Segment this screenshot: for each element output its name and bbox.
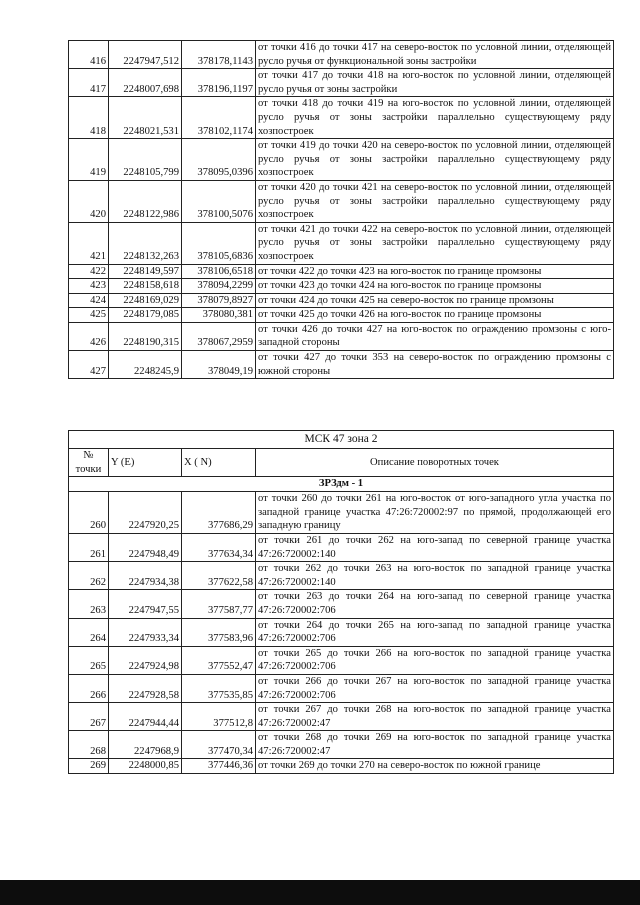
point-number: 260	[69, 492, 109, 534]
y-coordinate: 2248007,698	[109, 69, 182, 97]
table-row	[69, 41, 614, 69]
y-coordinate: 2247928,58	[109, 674, 182, 702]
table-row	[69, 674, 614, 702]
table-row	[69, 293, 614, 308]
y-coordinate: 2247920,25	[109, 492, 182, 534]
y-coordinate: 2247947,512	[109, 41, 182, 69]
point-description: от точки 268 до точки 269 на юго-восток по западной границе участка 47:26:720002:47	[256, 731, 614, 759]
y-coordinate: 2247944,44	[109, 703, 182, 731]
point-number: 264	[69, 618, 109, 646]
coordinates-table-1	[68, 40, 614, 379]
y-coordinate: 2248149,597	[109, 264, 182, 279]
point-description: от точки 420 до точки 421 на северо-восток по условной линии, отделяющей русло ручья от зоны застройки параллельно существующему ряду хозпостроек	[256, 180, 614, 222]
point-number: 266	[69, 674, 109, 702]
point-number: 422	[69, 264, 109, 279]
point-description: от точки 427 до точки 353 на северо-восток по ограждению промзоны с южной стороны	[256, 351, 614, 379]
table-row	[69, 646, 614, 674]
x-coordinate: 377583,96	[182, 618, 256, 646]
table-row	[69, 69, 614, 97]
y-coordinate: 2248245,9	[109, 351, 182, 379]
point-number: 425	[69, 308, 109, 323]
zone-label: ЗРЗдм - 1	[69, 477, 614, 492]
point-description: от точки 266 до точки 267 на юго-восток по западной границе участка 47:26:720002:706	[256, 674, 614, 702]
y-coordinate: 2248179,085	[109, 308, 182, 323]
point-number: 424	[69, 293, 109, 308]
y-coordinate: 2248190,315	[109, 322, 182, 350]
table2-header-row	[69, 449, 614, 477]
y-coordinate: 2248158,618	[109, 279, 182, 294]
header-point-number: № точки	[69, 449, 109, 477]
x-coordinate: 378100,5076	[182, 180, 256, 222]
point-description: от точки 416 до точки 417 на северо-восток по условной линии, отделяющей русло ручья от функциональной зоны застройки	[256, 41, 614, 69]
y-coordinate: 2247934,38	[109, 562, 182, 590]
table-row	[69, 308, 614, 323]
point-number: 261	[69, 533, 109, 561]
header-description: Описание поворотных точек	[256, 449, 614, 477]
x-coordinate: 378102,1174	[182, 97, 256, 139]
coordinates-table-2	[68, 430, 614, 774]
header-y: Y (E)	[109, 449, 182, 477]
x-coordinate: 378080,381	[182, 308, 256, 323]
point-description: от точки 264 до точки 265 на юго-запад по западной границе участка 47:26:720002:706	[256, 618, 614, 646]
y-coordinate: 2248132,263	[109, 222, 182, 264]
table-row	[69, 492, 614, 534]
point-description: от точки 260 до точки 261 на юго-восток от юго-западного угла участка по западной границе участка 47:26:720002:97 по прямой, продолжающей его западную границу	[256, 492, 614, 534]
table-row	[69, 562, 614, 590]
table-row	[69, 139, 614, 181]
point-number: 419	[69, 139, 109, 181]
point-number: 421	[69, 222, 109, 264]
point-number: 262	[69, 562, 109, 590]
x-coordinate: 378067,2959	[182, 322, 256, 350]
table-row	[69, 180, 614, 222]
x-coordinate: 377587,77	[182, 590, 256, 618]
point-number: 426	[69, 322, 109, 350]
point-description: от точки 424 до точки 425 на северо-восток по границе промзоны	[256, 293, 614, 308]
y-coordinate: 2247948,49	[109, 533, 182, 561]
point-number: 418	[69, 97, 109, 139]
x-coordinate: 378105,6836	[182, 222, 256, 264]
point-number: 417	[69, 69, 109, 97]
point-description: от точки 262 до точки 263 на юго-восток по западной границе участка 47:26:720002:140	[256, 562, 614, 590]
table-row	[69, 222, 614, 264]
table2-zone-row	[69, 477, 614, 492]
point-description: от точки 417 до точки 418 на юго-восток по условной линии, отделяющей русло ручья от зоны застройки	[256, 69, 614, 97]
point-number: 265	[69, 646, 109, 674]
x-coordinate: 378095,0396	[182, 139, 256, 181]
point-description: от точки 261 до точки 262 на юго-запад по северной границе участка 47:26:720002:140	[256, 533, 614, 561]
point-description: от точки 426 до точки 427 на юго-восток по ограждению промзоны с юго-западной стороны	[256, 322, 614, 350]
y-coordinate: 2248000,85	[109, 759, 182, 774]
table1-body	[69, 41, 614, 379]
table-row	[69, 618, 614, 646]
y-coordinate: 2247924,98	[109, 646, 182, 674]
table-row	[69, 533, 614, 561]
point-description: от точки 421 до точки 422 на северо-восток по условной линии, отделяющей русло ручья от зоны застройки параллельно существующему ряду хозпостроек	[256, 222, 614, 264]
point-description: от точки 422 до точки 423 на юго-восток по границе промзоны	[256, 264, 614, 279]
y-coordinate: 2248122,986	[109, 180, 182, 222]
table2-title: МСК 47 зона 2	[69, 431, 614, 449]
x-coordinate: 377552,47	[182, 646, 256, 674]
x-coordinate: 378079,8927	[182, 293, 256, 308]
x-coordinate: 377622,58	[182, 562, 256, 590]
point-description: от точки 267 до точки 268 на юго-восток по западной границе участка 47:26:720002:47	[256, 703, 614, 731]
point-number: 416	[69, 41, 109, 69]
point-number: 268	[69, 731, 109, 759]
header-x: X ( N)	[182, 449, 256, 477]
x-coordinate: 377470,34	[182, 731, 256, 759]
table-row	[69, 590, 614, 618]
table-row	[69, 279, 614, 294]
scan-bottom-edge	[0, 880, 640, 905]
point-number: 269	[69, 759, 109, 774]
table2-body	[69, 492, 614, 774]
y-coordinate: 2247947,55	[109, 590, 182, 618]
table-row	[69, 264, 614, 279]
point-description: от точки 419 до точки 420 на северо-восток по условной линии, отделяющей русло ручья от зоны застройки параллельно существующему ряду хозпостроек	[256, 139, 614, 181]
point-number: 423	[69, 279, 109, 294]
x-coordinate: 378178,1143	[182, 41, 256, 69]
table-row	[69, 97, 614, 139]
x-coordinate: 378196,1197	[182, 69, 256, 97]
table2-title-row	[69, 431, 614, 449]
x-coordinate: 377446,36	[182, 759, 256, 774]
table-row	[69, 322, 614, 350]
point-description: от точки 263 до точки 264 на юго-запад по северной границе участка 47:26:720002:706	[256, 590, 614, 618]
point-number: 263	[69, 590, 109, 618]
point-description: от точки 418 до точки 419 на юго-восток по условной линии, отделяющей русло ручья от зоны застройки параллельно существующему ряду хозпостроек	[256, 97, 614, 139]
x-coordinate: 378106,6518	[182, 264, 256, 279]
point-number: 427	[69, 351, 109, 379]
y-coordinate: 2248021,531	[109, 97, 182, 139]
y-coordinate: 2247968,9	[109, 731, 182, 759]
table-row	[69, 731, 614, 759]
x-coordinate: 377512,8	[182, 703, 256, 731]
x-coordinate: 378094,2299	[182, 279, 256, 294]
table-row	[69, 351, 614, 379]
point-number: 420	[69, 180, 109, 222]
y-coordinate: 2248105,799	[109, 139, 182, 181]
y-coordinate: 2248169,029	[109, 293, 182, 308]
x-coordinate: 377535,85	[182, 674, 256, 702]
point-description: от точки 425 до точки 426 на юго-восток по границе промзоны	[256, 308, 614, 323]
table-row	[69, 703, 614, 731]
y-coordinate: 2247933,34	[109, 618, 182, 646]
point-description: от точки 423 до точки 424 на юго-восток по границе промзоны	[256, 279, 614, 294]
table-row	[69, 759, 614, 774]
x-coordinate: 377686,29	[182, 492, 256, 534]
x-coordinate: 378049,19	[182, 351, 256, 379]
point-number: 267	[69, 703, 109, 731]
x-coordinate: 377634,34	[182, 533, 256, 561]
point-description: от точки 265 до точки 266 на юго-восток по западной границе участка 47:26:720002:706	[256, 646, 614, 674]
point-description: от точки 269 до точки 270 на северо-восток по южной границе	[256, 759, 614, 774]
